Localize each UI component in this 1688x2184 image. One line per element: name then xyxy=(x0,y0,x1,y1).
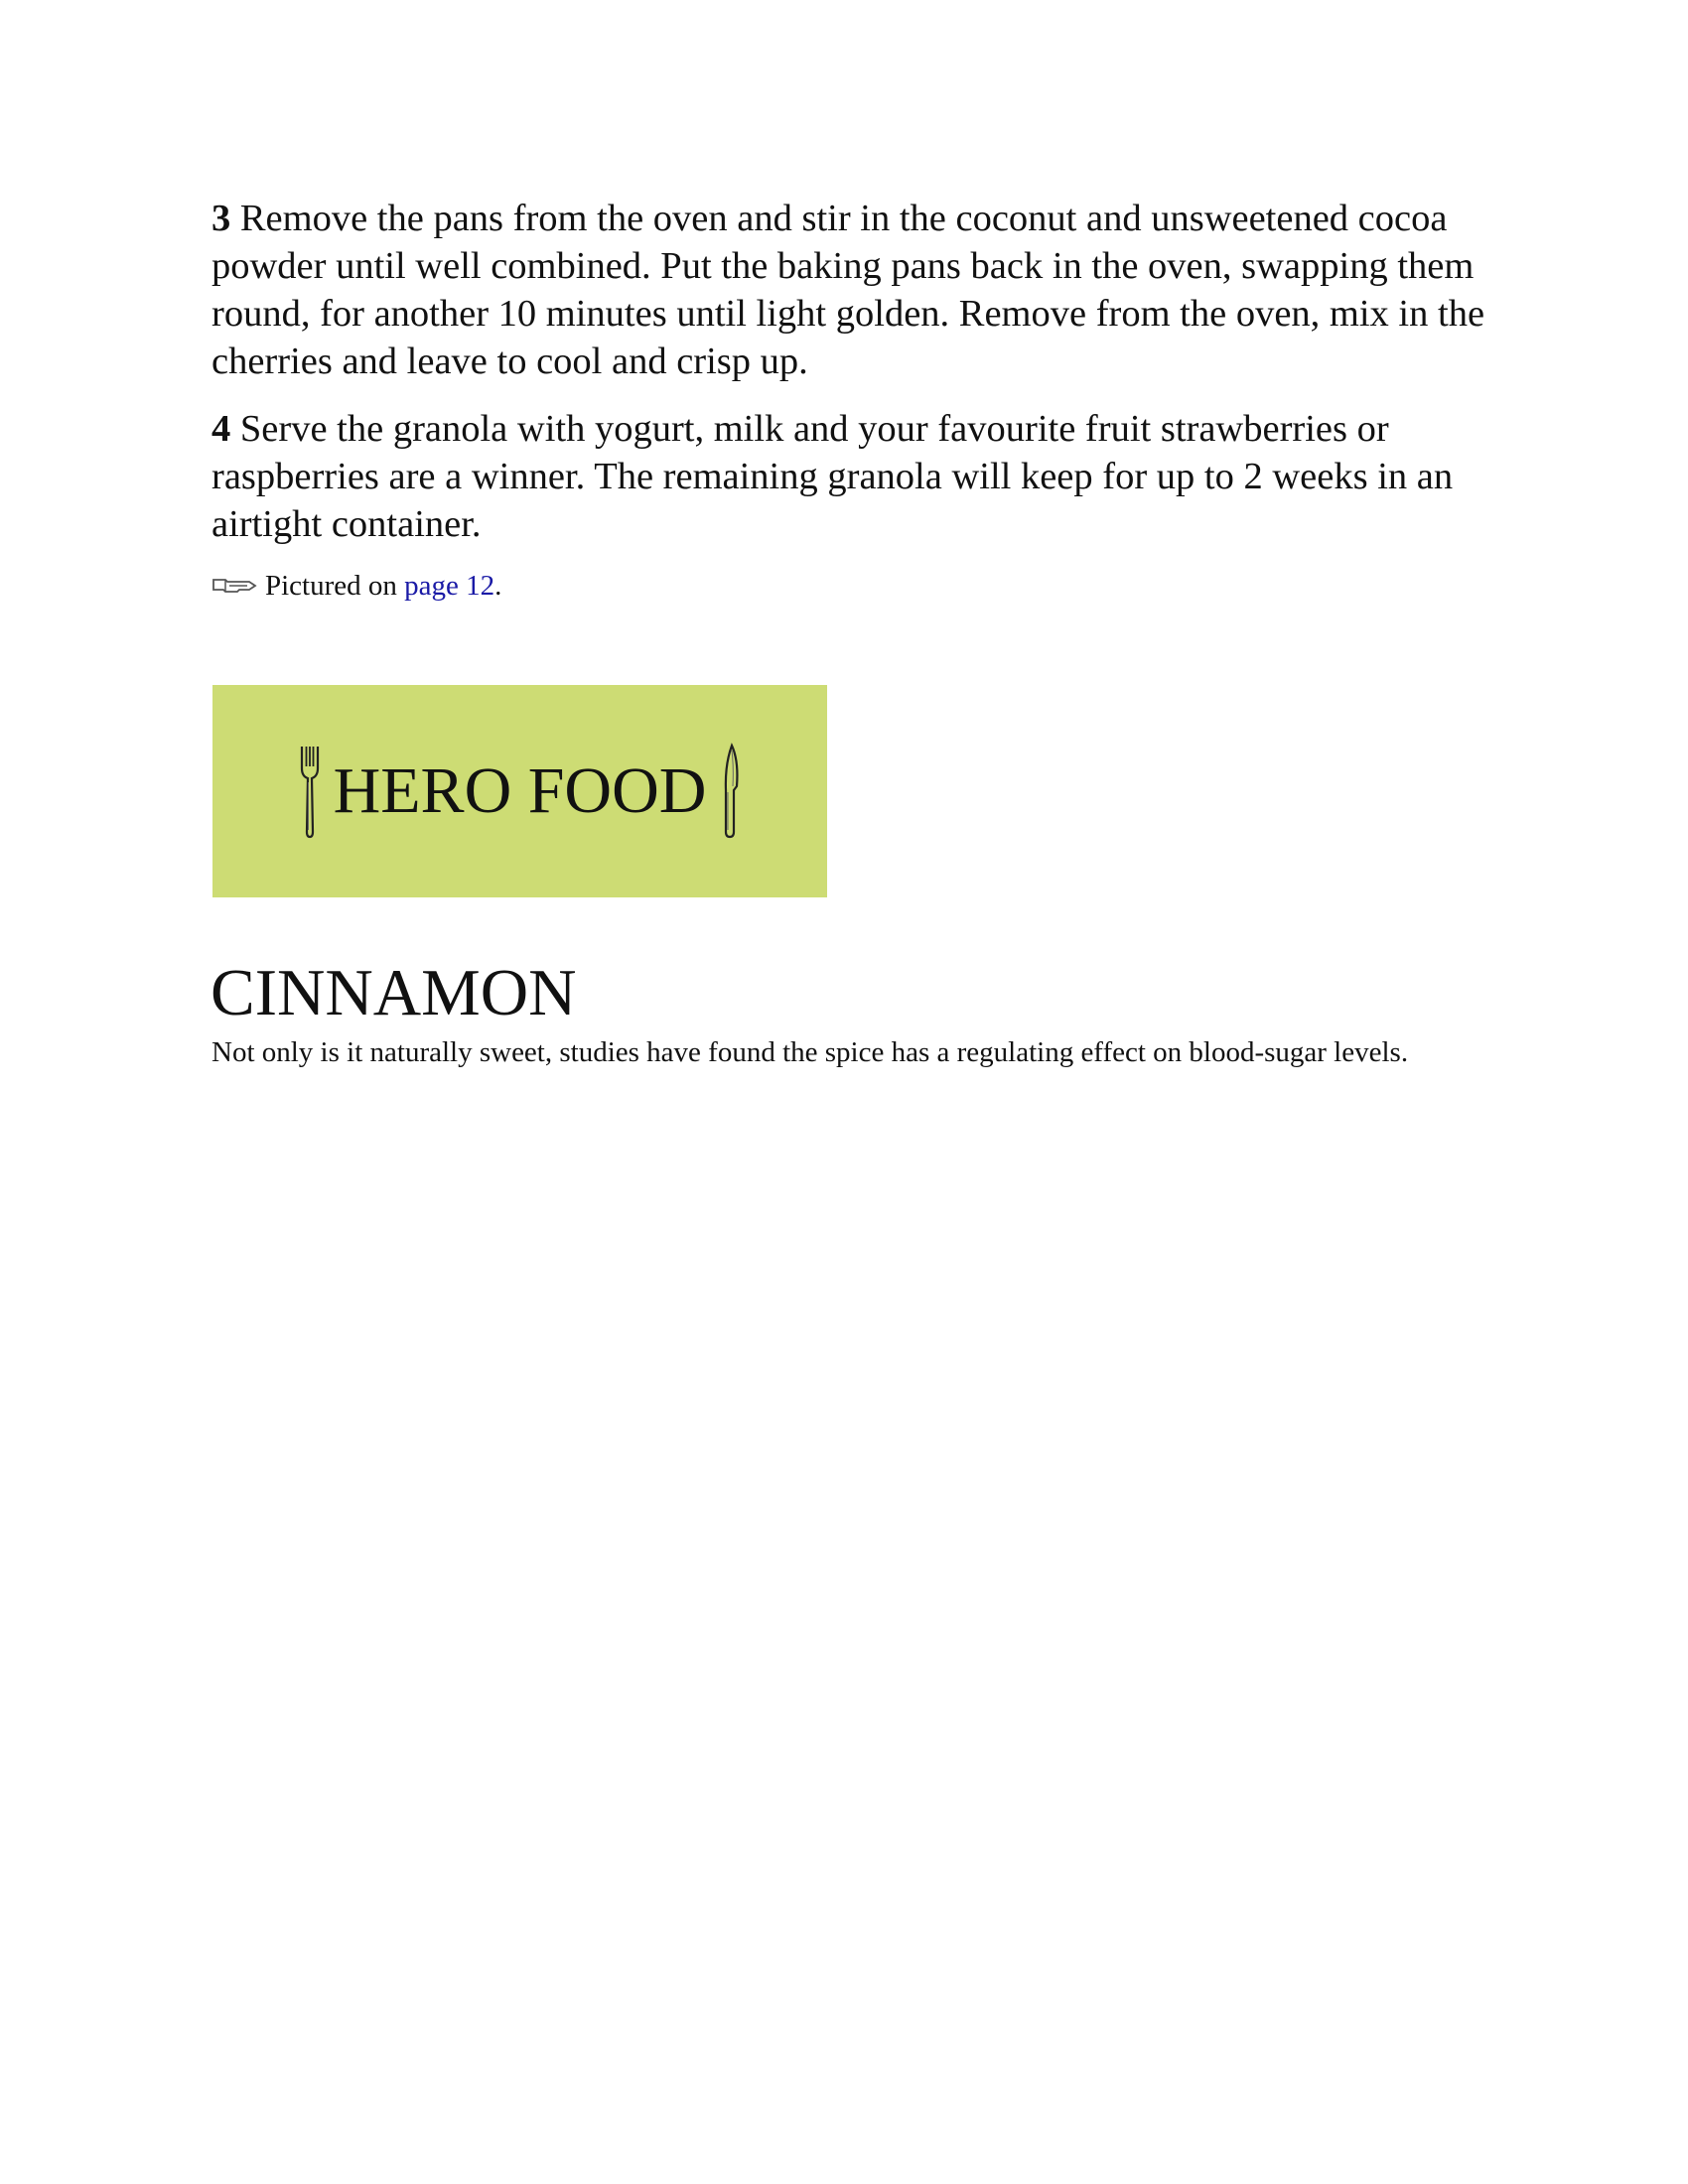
step-4 xyxy=(211,405,1502,548)
hero-food-title: HERO FOOD xyxy=(333,754,707,827)
pictured-prefix: Pictured on xyxy=(265,570,397,602)
step-text: Remove the pans from the oven and stir in the coconut and unsweetened cocoa powder until well combined. Put the baking pans back in the oven, swapping them round, for another 10 minutes until light golden. Remove from the oven, mix in the cherries and leave to cool and crisp up. xyxy=(211,198,1485,382)
page-link[interactable]: page 12 xyxy=(404,570,495,602)
hero-food-banner xyxy=(212,685,827,897)
step-3 xyxy=(211,195,1502,385)
knife-icon xyxy=(716,743,744,840)
hero-food-inner xyxy=(296,743,745,840)
pictured-note xyxy=(211,568,1502,604)
section-title: CINNAMON xyxy=(211,956,577,1029)
step-number: 4 xyxy=(211,408,231,450)
recipe-steps xyxy=(211,195,1502,604)
fork-icon xyxy=(296,743,324,840)
section-description: Not only is it naturally sweet, studies have found the spice has a regulating effect on blood-sugar levels. xyxy=(211,1036,1409,1068)
step-number: 3 xyxy=(211,198,231,239)
pictured-suffix: . xyxy=(494,570,502,602)
step-text: Serve the granola with yogurt, milk and your favourite fruit strawberries or raspberries are a winner. The remaining granola will keep for up to 2 weeks in an airtight container. xyxy=(211,408,1454,545)
pointing-hand-icon xyxy=(211,575,257,597)
